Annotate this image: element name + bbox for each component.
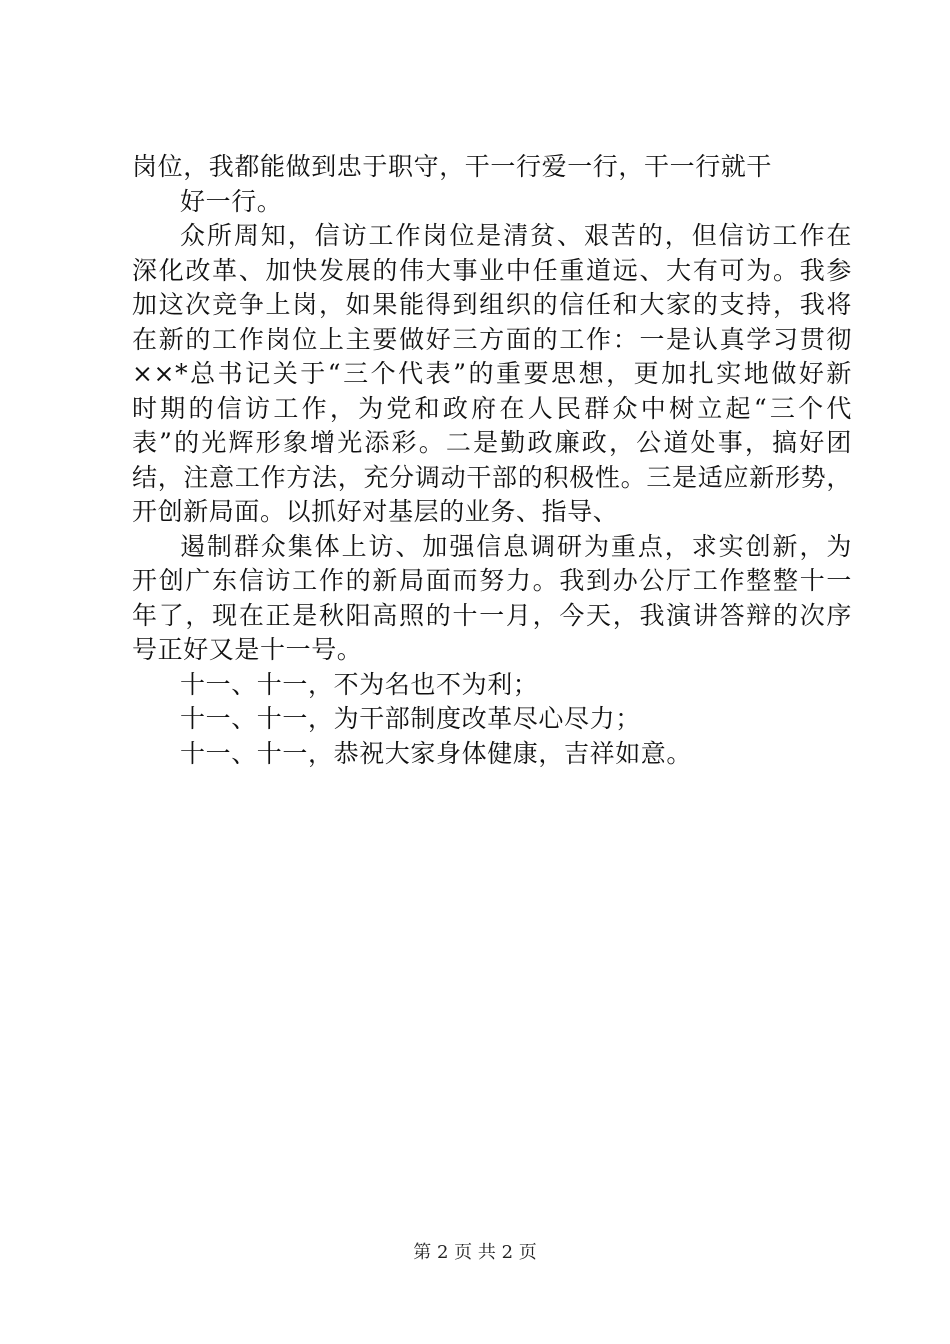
page-number-footer: 第 2 页 共 2 页 [413, 1242, 537, 1263]
text-line: 深化改革、加快发展的伟大事业中任重道远、大有可为。我参 [132, 255, 852, 285]
text-line: 年了，现在正是秋阳高照的十一月，今天，我演讲答辩的次序 [132, 600, 852, 630]
body-text [132, 150, 852, 771]
text-line: 表”的光辉形象增光添彩。二是勤政廉政，公道处事，搞好团 [132, 428, 852, 457]
text-line: 加这次竞争上岗，如果能得到组织的信任和大家的支持，我将 [132, 290, 852, 319]
text-line: 岗位，我都能做到忠于职守，干一行爱一行，干一行就干 [132, 152, 773, 181]
text-line: 号正好又是十一号。 [132, 635, 363, 664]
paragraph-start-line: 众所周知，信访工作岗位是清贫、艰苦的，但信访工作在 [180, 221, 852, 250]
closing-line: 十一、十一，为干部制度改革尽心尽力； [180, 704, 641, 733]
text-line: 在新的工作岗位上主要做好三方面的工作：一是认真学习贯彻 [132, 324, 852, 354]
text-line: 好一行。 [180, 186, 283, 216]
text-line: 时期的信访工作，为党和政府在人民群众中树立起“三个代 [132, 393, 852, 423]
closing-line: 十一、十一，恭祝大家身体健康，吉祥如意。 [180, 738, 693, 768]
text-line: 开创新局面。以抓好对基层的业务、指导、 [132, 497, 619, 526]
text-line: 结，注意工作方法，充分调动干部的积极性。三是适应新形势， [132, 462, 852, 492]
closing-line: 十一、十一，不为名也不为利； [180, 669, 539, 699]
text-line: ××*总书记关于“三个代表”的重要思想，更加扎实地做好新 [132, 359, 852, 388]
text-line: 开创广东信访工作的新局面而努力。我到办公厅工作整整十一 [132, 566, 852, 595]
paragraph-start-line: 遏制群众集体上访、加强信息调研为重点，求实创新，为 [180, 531, 852, 561]
